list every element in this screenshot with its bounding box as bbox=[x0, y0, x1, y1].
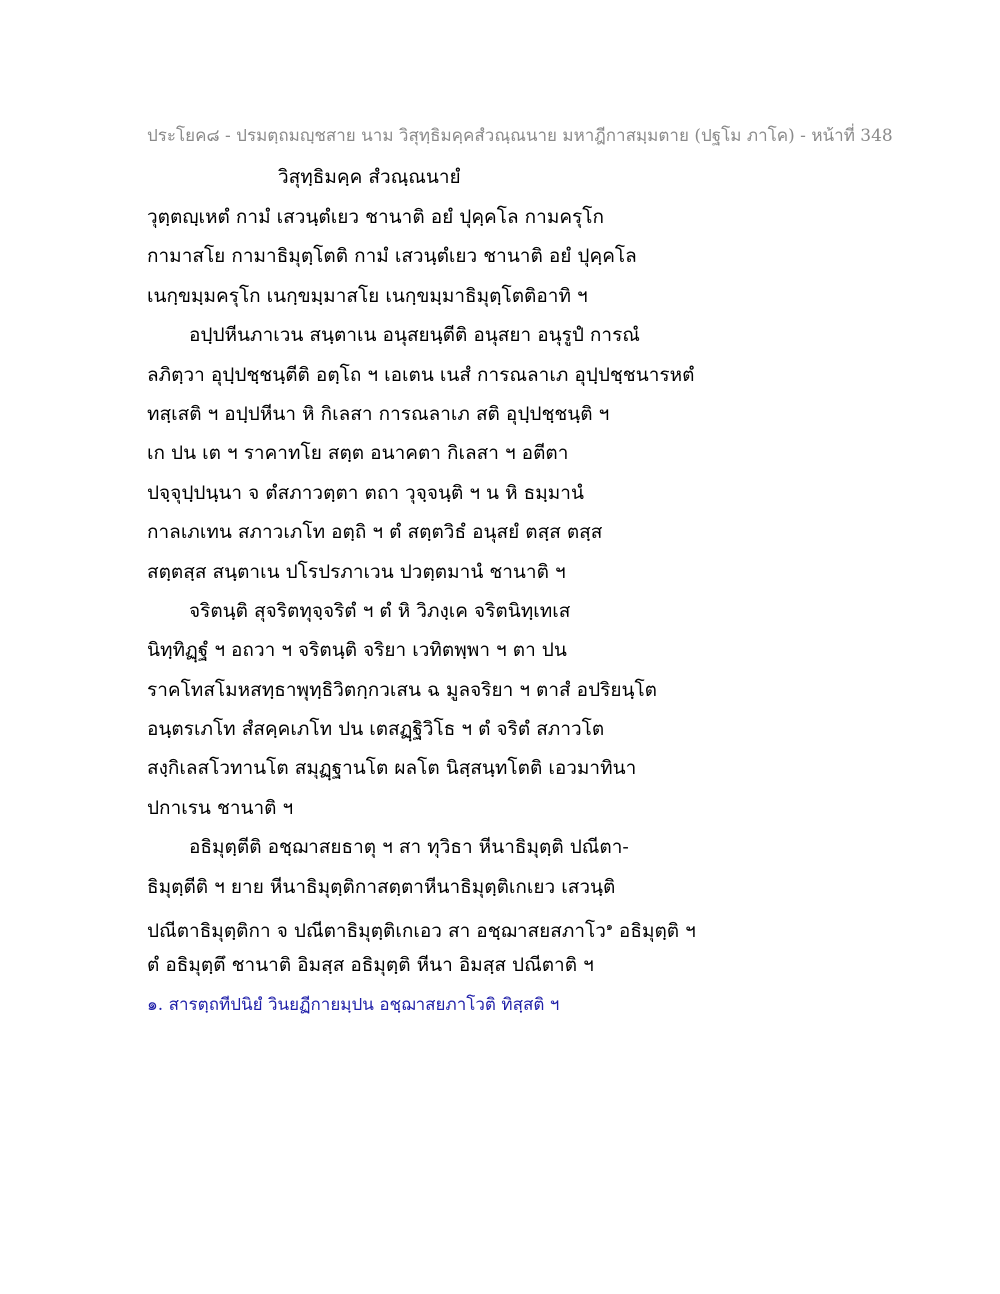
text-line-segment: อธิมุตฺติ ฯ bbox=[612, 920, 696, 943]
footnote: ๑. สารตฺถทีปนิยํ วินยฏีกายมฺปน อชฺฌาสยภาโวติ ทิสฺสติ ฯ bbox=[147, 995, 560, 1015]
body-text bbox=[147, 198, 707, 986]
text-line: อนฺตรเภโท สํสคฺคเภโท ปน เตสฏฺฐิวิโธ ฯ ตํ จริตํ สภาวโต bbox=[147, 718, 605, 741]
paragraph-start-line: อปฺปหีนภาเวน สนฺตาเน อนุสยนฺตีติ อนุสยา อนุรูปํ การณํ bbox=[189, 324, 640, 347]
text-line: สงฺกิเลสโวทานโต สมุฏฺฐานโต ผลโต นิสฺสนฺทโตติ เอวมาทินา bbox=[147, 757, 637, 780]
text-line: ราคโทสโมหสทฺธาพุทฺธิวิตกฺกวเสน ฉ มูลจริยา ฯ ตาสํ อปริยนฺโต bbox=[147, 678, 658, 701]
text-line: เนกฺขมฺมครุโก เนกฺขมฺมาสโย เนกฺขมฺมาธิมุตฺโตติอาทิ ฯ bbox=[147, 284, 588, 307]
text-line: ธิมุตฺตีติ ฯ ยาย หีนาธิมุตฺติกาสตฺตาหีนาธิมุตฺติเกเยว เสวนฺติ bbox=[147, 875, 616, 898]
paragraph-start-line: จริตนฺติ สุจริตทุจฺจริตํ ฯ ตํ หิ วิภงฺเค จริตนิทฺเทเส bbox=[189, 599, 571, 622]
running-header: ประโยค๘ - ปรมตฺถมญฺชสาย นาม วิสุทฺธิมคฺคสํวณฺณนาย มหาฎีกาสมฺมตาย (ปฐโม ภาโค) - หน้าที่ 348 bbox=[147, 126, 893, 146]
text-line: ลภิตฺวา อุปฺปชฺชนฺตีติ อตฺโถ ฯ เอเตน เนสํ การณลาเภ อุปฺปชฺชนารหตํ bbox=[147, 363, 695, 386]
text-line: เก ปน เต ฯ ราคาทโย สตฺต อนาคตา กิเลสา ฯ อตีตา bbox=[147, 442, 569, 465]
text-line: ปจฺจุปฺปนฺนา จ ตํสภาวตฺตา ตถา วุจฺจนฺติ ฯ น หิ ธมฺมานํ bbox=[147, 481, 584, 504]
text-line-segment: ปณีตาธิมุตฺติกา จ ปณีตาธิมุตฺติเกเอว สา อชฺฌาสยสภาโว bbox=[147, 920, 606, 943]
footnote-reference: ๑ bbox=[605, 920, 613, 934]
text-line: ตํ อธิมุตฺตึ ชานาติ อิมสฺส อธิมุตฺติ หีนา อิมสฺส ปณีตาติ ฯ bbox=[147, 954, 594, 977]
paragraph-start-line: อธิมุตฺตีติ อชฺฌาสยธาตุ ฯ สา ทุวิธา หีนาธิมุตฺติ ปณีตา- bbox=[189, 836, 629, 859]
text-line: กาลเภเทน สภาวเภโท อตฺถิ ฯ ตํ สตฺตวิธํ อนุสยํ ตสฺส ตสฺส bbox=[147, 521, 603, 544]
text-line: กามาสโย กามาธิมุตฺโตติ กามํ เสวนฺตํเยว ชานาติ อยํ ปุคฺคโล bbox=[147, 245, 637, 268]
text-line: สตฺตสฺส สนฺตาเน ปโรปรภาเวน ปวตฺตมานํ ชานาติ ฯ bbox=[147, 560, 566, 583]
text-line: นิทฺทิฏฺฐํ ฯ อถวา ฯ จริตนฺติ จริยา เวทิตพฺพา ฯ ตา ปน bbox=[147, 639, 567, 662]
text-line: ปกาเรน ชานาติ ฯ bbox=[147, 796, 294, 819]
text-line: ทสฺเสติ ฯ อปฺปหีนา หิ กิเลสา การณลาเภ สติ อุปฺปชฺชนฺติ ฯ bbox=[147, 402, 610, 425]
text-line: วุตฺตญฺเหตํ กามํ เสวนฺตํเยว ชานาติ อยํ ปุคฺคโล กามครุโก bbox=[147, 206, 604, 228]
text-line-with-footnote bbox=[147, 907, 707, 946]
section-title: วิสุทฺธิมคฺค สํวณฺณนายํ bbox=[278, 166, 461, 188]
